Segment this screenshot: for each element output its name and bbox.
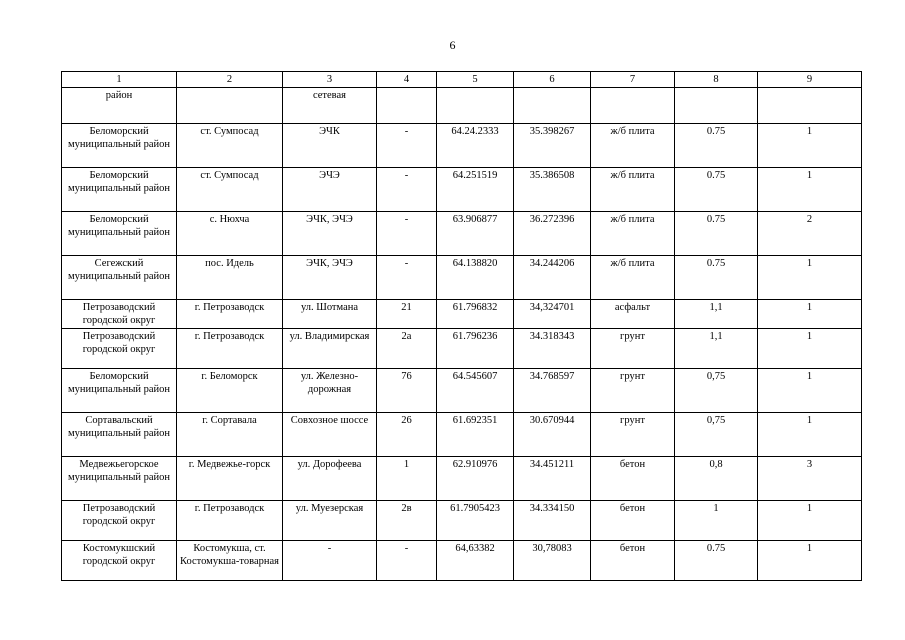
table-cell: 34,324701 <box>514 300 591 329</box>
table-cell: 34.334150 <box>514 501 591 541</box>
table-cell: бетон <box>591 457 675 501</box>
table-cell: г. Петрозаводск <box>177 329 283 369</box>
table-row <box>62 369 862 413</box>
table-cell: 0.75 <box>675 168 758 212</box>
table-cell: Совхозное шоссе <box>283 413 377 457</box>
table-cell: 61.796236 <box>437 329 514 369</box>
table-cell: Сортавальский муниципальный район <box>62 413 177 457</box>
table-cell: 64.251519 <box>437 168 514 212</box>
table-cell: ул. Шотмана <box>283 300 377 329</box>
table-cell: Сегежский муниципальный район <box>62 256 177 300</box>
table-row <box>62 501 862 541</box>
column-number: 6 <box>514 72 591 88</box>
table-cell: ул. Владимирская <box>283 329 377 369</box>
page-number: 6 <box>449 38 456 52</box>
table-cell: ст. Сумпосад <box>177 124 283 168</box>
table-cell: 64.138820 <box>437 256 514 300</box>
table-cell: ж/б плита <box>591 212 675 256</box>
table-cell: грунт <box>591 413 675 457</box>
table-cell: ЭЧК <box>283 124 377 168</box>
column-number: 9 <box>758 72 862 88</box>
table-cell: 2а <box>377 329 437 369</box>
table-cell: г. Медвежье-горск <box>177 457 283 501</box>
column-number: 7 <box>591 72 675 88</box>
table-cell: 64.24.2333 <box>437 124 514 168</box>
table-cell: 1 <box>758 300 862 329</box>
table-cell: ЭЧК, ЭЧЭ <box>283 212 377 256</box>
table-cell: 36.272396 <box>514 212 591 256</box>
table-cell: 0.75 <box>675 256 758 300</box>
table-cell: 30.670944 <box>514 413 591 457</box>
table-cell: 34.768597 <box>514 369 591 413</box>
table-row <box>62 212 862 256</box>
table-row <box>62 457 862 501</box>
column-number: 5 <box>437 72 514 88</box>
table-cell <box>177 88 283 124</box>
table-cell: район <box>62 88 177 124</box>
table-row <box>62 168 862 212</box>
table-cell: ул. Железно-дорожная <box>283 369 377 413</box>
column-number: 8 <box>675 72 758 88</box>
table-cell: 34.451211 <box>514 457 591 501</box>
table-cell: ж/б плита <box>591 256 675 300</box>
table-cell <box>437 88 514 124</box>
table-cell: 1 <box>758 501 862 541</box>
table-row <box>62 329 862 369</box>
table-cell: 3 <box>758 457 862 501</box>
table-cell: Костомукшский городской округ <box>62 541 177 581</box>
table-cell: 1 <box>758 541 862 581</box>
table-cell: 0,75 <box>675 413 758 457</box>
table-cell <box>377 88 437 124</box>
table-cell: Костомукша, ст. Костомукша-товарная <box>177 541 283 581</box>
table-cell <box>591 88 675 124</box>
table-cell: 1,1 <box>675 329 758 369</box>
table-cell: г. Сортавала <box>177 413 283 457</box>
table-cell <box>514 88 591 124</box>
table-cell: 1 <box>758 329 862 369</box>
table-cell: Беломорский муниципальный район <box>62 212 177 256</box>
table-cell: ЭЧК, ЭЧЭ <box>283 256 377 300</box>
table-cell: - <box>377 124 437 168</box>
table-cell: 2в <box>377 501 437 541</box>
column-number: 3 <box>283 72 377 88</box>
table-cell: - <box>377 541 437 581</box>
table-cell: с. Нюхча <box>177 212 283 256</box>
table-cell: - <box>377 168 437 212</box>
column-number: 4 <box>377 72 437 88</box>
table-cell: - <box>283 541 377 581</box>
table-cell: ж/б плита <box>591 124 675 168</box>
table-row <box>62 256 862 300</box>
table-row <box>62 88 862 124</box>
table-cell: 1 <box>758 256 862 300</box>
table-cell: Беломорский муниципальный район <box>62 168 177 212</box>
table-cell: 30,78083 <box>514 541 591 581</box>
table-cell: 76 <box>377 369 437 413</box>
table-cell: 0.75 <box>675 124 758 168</box>
column-number: 2 <box>177 72 283 88</box>
table-row <box>62 300 862 329</box>
table-cell: 0.75 <box>675 541 758 581</box>
table-cell: 61.7905423 <box>437 501 514 541</box>
table-cell: 1,1 <box>675 300 758 329</box>
table-cell: ул. Дорофеева <box>283 457 377 501</box>
table-cell: - <box>377 256 437 300</box>
table-cell: Петрозаводский городской округ <box>62 501 177 541</box>
table-cell: 21 <box>377 300 437 329</box>
table-cell: бетон <box>591 541 675 581</box>
table-cell: асфальт <box>591 300 675 329</box>
table-cell: Петрозаводский городской округ <box>62 300 177 329</box>
table-cell: грунт <box>591 329 675 369</box>
table-cell: 26 <box>377 413 437 457</box>
table-cell: 34.318343 <box>514 329 591 369</box>
table-cell: грунт <box>591 369 675 413</box>
table-cell: Беломорский муниципальный район <box>62 124 177 168</box>
table-cell: г. Петрозаводск <box>177 501 283 541</box>
table-cell: - <box>377 212 437 256</box>
table-cell: 34.244206 <box>514 256 591 300</box>
table-cell: бетон <box>591 501 675 541</box>
table-cell: г. Петрозаводск <box>177 300 283 329</box>
table-cell: г. Беломорск <box>177 369 283 413</box>
table-cell: 64.545607 <box>437 369 514 413</box>
table-row <box>62 541 862 581</box>
table-cell: 35.386508 <box>514 168 591 212</box>
table-cell: 61.692351 <box>437 413 514 457</box>
table-row <box>62 124 862 168</box>
column-number-row <box>62 72 862 88</box>
table-cell: 1 <box>758 413 862 457</box>
table-cell: ст. Сумпосад <box>177 168 283 212</box>
table-cell: 1 <box>377 457 437 501</box>
table-cell: 62.910976 <box>437 457 514 501</box>
table-cell: Медвежьегорское муниципальный район <box>62 457 177 501</box>
table-cell: сетевая <box>283 88 377 124</box>
table-cell: ж/б плита <box>591 168 675 212</box>
table-cell: 64,63382 <box>437 541 514 581</box>
table-cell: 0,75 <box>675 369 758 413</box>
table-cell: 61.796832 <box>437 300 514 329</box>
table-cell: ул. Муезерская <box>283 501 377 541</box>
table-cell: Беломорский муниципальный район <box>62 369 177 413</box>
table-cell: 1 <box>675 501 758 541</box>
table-cell <box>758 88 862 124</box>
table-cell <box>675 88 758 124</box>
table-cell: ЭЧЭ <box>283 168 377 212</box>
table-cell: 1 <box>758 168 862 212</box>
table-cell: 1 <box>758 369 862 413</box>
table-cell: 35.398267 <box>514 124 591 168</box>
table-cell: 63.906877 <box>437 212 514 256</box>
table-cell: пос. Идель <box>177 256 283 300</box>
table-cell: 1 <box>758 124 862 168</box>
table-row <box>62 413 862 457</box>
data-table <box>61 71 862 581</box>
table-cell: Петрозаводский городской округ <box>62 329 177 369</box>
table-cell: 0,8 <box>675 457 758 501</box>
column-number: 1 <box>62 72 177 88</box>
table-cell: 2 <box>758 212 862 256</box>
table-cell: 0.75 <box>675 212 758 256</box>
